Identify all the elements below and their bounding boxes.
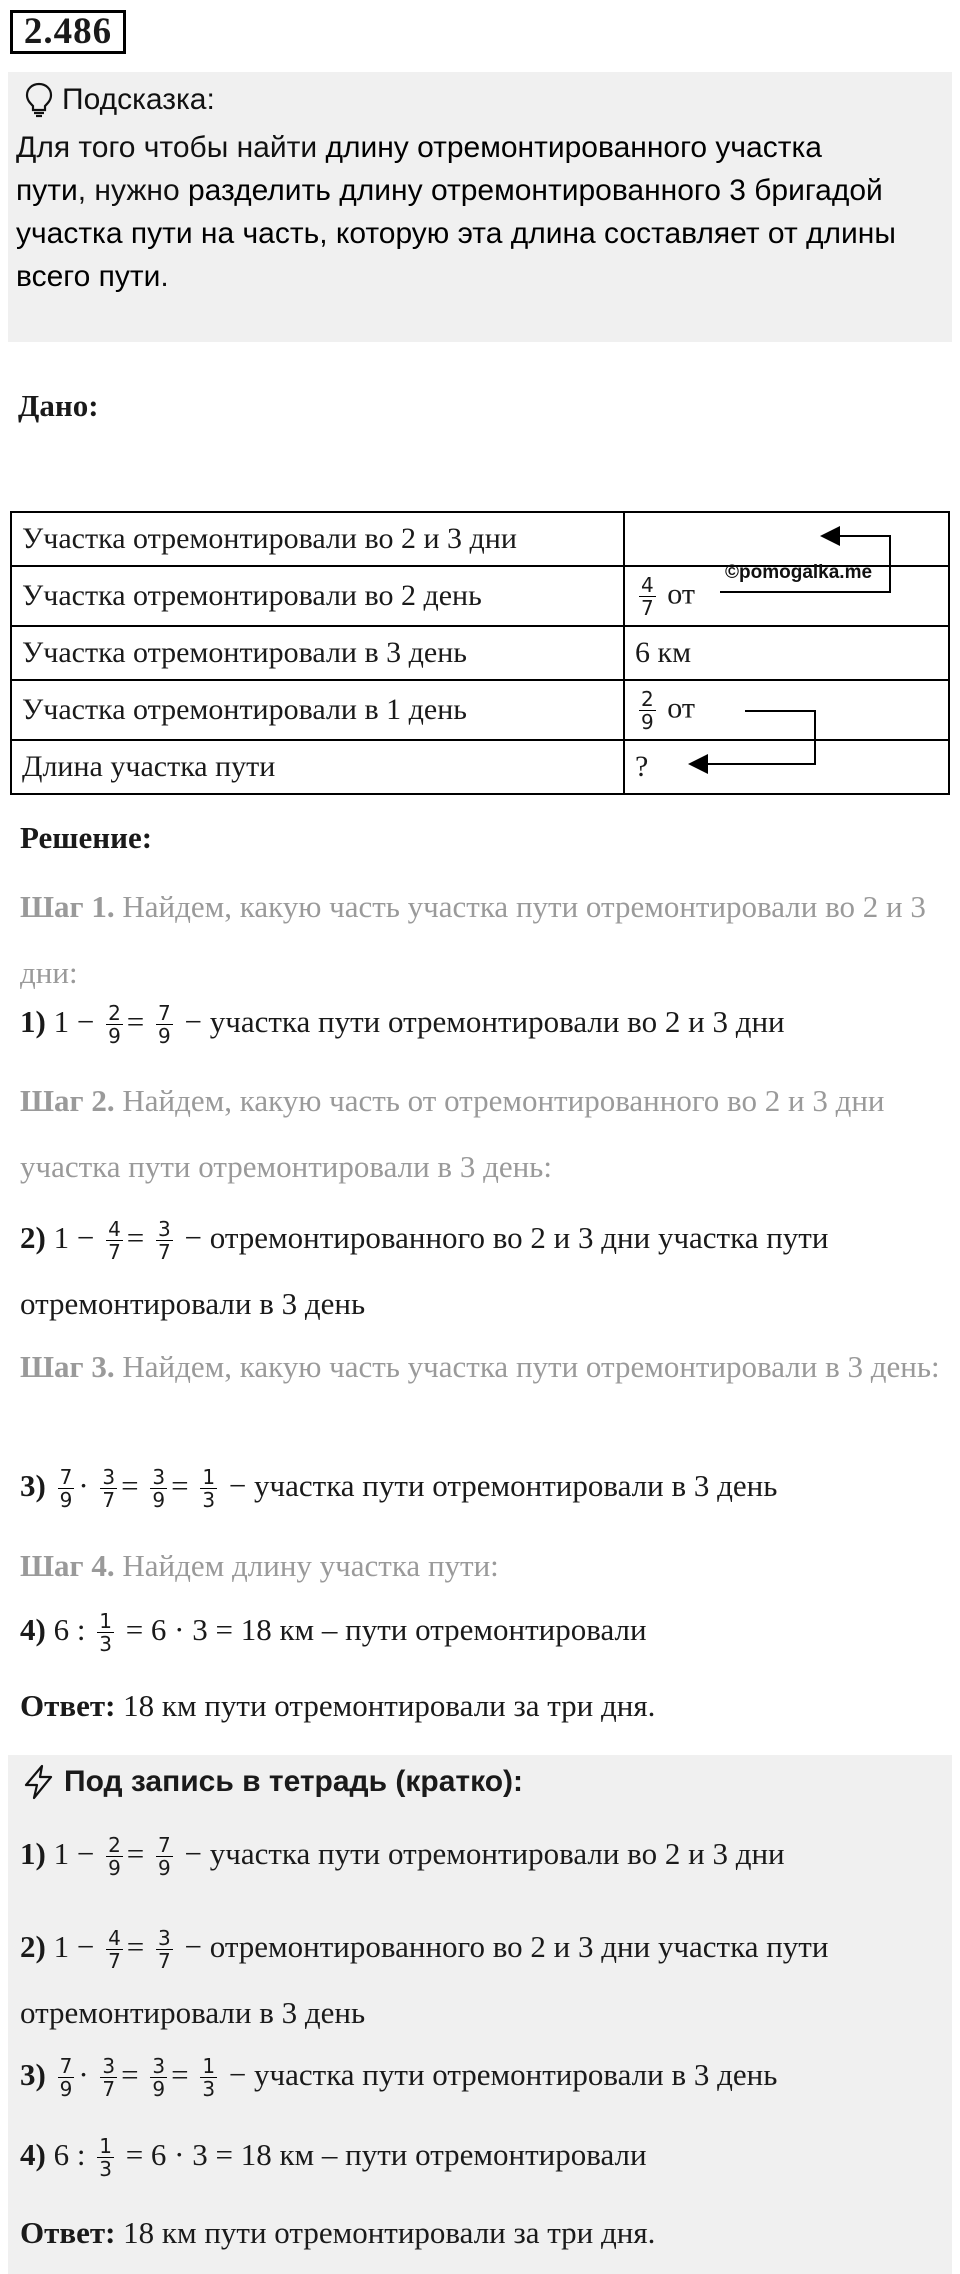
fraction: $\frac{4}{7}$ (641, 572, 654, 620)
answer-label: Ответ: (20, 2215, 116, 2250)
answer-text: 18 км пути отремонтировали за три дня. (115, 2215, 656, 2250)
step-text: Найдем, какую часть участка пути отремонтировали в 3 день: (114, 1349, 940, 1384)
table-cell-label: Участка отремонтировали во 2 и 3 дни (11, 512, 624, 566)
fraction: $\frac{1}{3}$ (99, 2134, 112, 2182)
value-text: от (667, 690, 695, 724)
calc-text: 6 : (53, 1612, 94, 1647)
calc-text: − отремонтированного во 2 и 3 дни участка пути (176, 1929, 829, 1964)
fraction: $\frac{7}{9}$ (59, 1465, 73, 1513)
calc-number: 2) (20, 1929, 46, 1964)
fraction: $\frac{3}{7}$ (158, 1926, 171, 1974)
step-label: Шаг 3. (20, 1349, 115, 1384)
step-label: Шаг 1. (20, 889, 115, 924)
calc-text: = 6 · 3 = 18 км – пути отремонтировали (117, 1612, 647, 1647)
table-cell-label: Участка отремонтировали в 1 день (11, 680, 624, 740)
calc-number: 1) (20, 1004, 46, 1039)
fraction: $\frac{7}{9}$ (158, 1001, 171, 1049)
fraction: $\frac{3}{9}$ (152, 1465, 166, 1513)
step-label: Шаг 2. (20, 1083, 115, 1118)
value-text: от (667, 576, 695, 610)
answer (20, 1686, 950, 1726)
table-row (11, 626, 949, 680)
calc-number: 4) (20, 2137, 46, 2172)
table-row (11, 512, 949, 566)
summary-title: Под запись в тетрадь (кратко): (64, 1765, 524, 1798)
fraction: $\frac{3}{7}$ (102, 1465, 116, 1513)
table-row (11, 680, 949, 740)
table-cell-value (624, 512, 949, 566)
given-label: Дано: (18, 388, 99, 423)
calc-3: 3) $\frac{7}{9}$ · $\frac{3}{7}$ = $\frac{3}{9}$ = $\frac{1}{3}$ − участка пути отремонтировали в 3 день (20, 1465, 778, 1513)
calc-text: − участка пути отремонтировали в 3 день (221, 1468, 778, 1503)
fraction: $\frac{3}{7}$ (102, 2054, 116, 2102)
calc-text: − участка пути отремонтировали во 2 и 3 дни (176, 1004, 785, 1039)
table-cell-label: Длина участка пути (11, 740, 624, 794)
fraction: $\frac{1}{3}$ (99, 1609, 112, 1657)
hint-text-part: Для того чтобы найти (16, 131, 326, 164)
table-cell-label: Участка отремонтировали во 2 день (11, 566, 624, 626)
step-text: Найдем, какую часть участка пути отремонтировали во 2 и 3 дни: (20, 889, 926, 990)
given-table (10, 511, 950, 795)
calc-text: − участка пути отремонтировали во 2 и 3 дни (176, 1836, 785, 1871)
fraction: $\frac{4}{7}$ (108, 1926, 121, 1974)
calc-text: 6 : (53, 2137, 94, 2172)
fraction: $\frac{3}{7}$ (158, 1217, 171, 1265)
hint-text-part: , нужно (77, 174, 188, 207)
calc-text: отремонтировали в 3 день (20, 1995, 366, 2030)
fraction: $\frac{2}{9}$ (108, 1001, 121, 1049)
fraction: $\frac{3}{9}$ (152, 2054, 166, 2102)
calc-text: − участка пути отремонтировали в 3 день (221, 2057, 778, 2092)
summary-calc-4 (20, 2135, 950, 2180)
step-3-title (20, 1334, 950, 1400)
answer-label: Ответ: (20, 1688, 116, 1723)
calc-text: = 6 · 3 = 18 км – пути отремонтировали (117, 2137, 647, 2172)
step-text: Найдем, какую часть от отремонтированного во 2 и 3 дни участка пути отремонтировали в 3 день: (20, 1083, 885, 1184)
answer-text: 18 км пути отремонтировали за три дня. (115, 1688, 656, 1723)
table-row (11, 740, 949, 794)
lightning-icon (22, 1764, 56, 1800)
task-number: 2.486 (10, 10, 126, 54)
calc-text: отремонтировали в 3 день (20, 1286, 366, 1321)
calc-number: 1) (20, 1836, 46, 1871)
calc-number: 2) (20, 1220, 46, 1255)
table-cell-label: Участка отремонтировали в 3 день (11, 626, 624, 680)
summary-calc-3: 3) $\frac{7}{9}$ · $\frac{3}{7}$ = $\frac{3}{9}$ = $\frac{1}{3}$ − участка пути отремонтировали в 3 день (20, 2054, 778, 2102)
calc-2: 2) 1 − $\frac{4}{7}$ = $\frac{3}{7}$ − отремонтированного во 2 и 3 дни участка пути отремонтировали в 3 день (20, 1205, 950, 1337)
calc-1: 1) 1 − $\frac{2}{9}$ = $\frac{7}{9}$ − участка пути отремонтировали во 2 и 3 дни (20, 1001, 785, 1049)
hint-title: Подсказка: (62, 83, 215, 116)
step-1-title (20, 874, 950, 1006)
hint-text (16, 126, 896, 298)
table-cell-value: ? (624, 740, 949, 794)
step-2-title (20, 1068, 950, 1200)
table-cell-value (624, 680, 949, 740)
step-4-title (20, 1546, 950, 1586)
calc-number: 4) (20, 1612, 46, 1647)
summary-answer (20, 2213, 950, 2253)
step-label: Шаг 4. (20, 1548, 115, 1583)
calc-4 (20, 1610, 950, 1655)
hint-text-emphasis: разделить длину отремонтированного 3 бригадой участка пути на часть, которую эта длина составляет от длины всего пути (16, 174, 896, 293)
summary-calc-2: 2) 1 − $\frac{4}{7}$ = $\frac{3}{7}$ − отремонтированного во 2 и 3 дни участка пути отремонтировали в 3 день (20, 1914, 950, 2046)
step-text: Найдем длину участка пути: (114, 1548, 499, 1583)
fraction: $\frac{4}{7}$ (108, 1217, 121, 1265)
fraction: $\frac{2}{9}$ (108, 1833, 121, 1881)
table-cell-value: 6 км (624, 626, 949, 680)
fraction: $\frac{2}{9}$ (641, 686, 654, 734)
calc-number: 3) (20, 1468, 46, 1503)
solution-label: Решение: (20, 820, 153, 855)
hint-text-part: . (160, 260, 169, 293)
calc-number: 3) (20, 2057, 46, 2092)
calc-text: − отремонтированного во 2 и 3 дни участка пути (176, 1220, 829, 1255)
hint-text-emphasis: длину отремонтированного участка пути (16, 131, 822, 207)
fraction: $\frac{7}{9}$ (158, 1833, 171, 1881)
fraction: $\frac{7}{9}$ (59, 2054, 73, 2102)
fraction: $\frac{1}{3}$ (202, 2054, 216, 2102)
lightbulb-icon (24, 82, 54, 118)
watermark: ©pomogalka.me (725, 562, 873, 583)
fraction: $\frac{1}{3}$ (202, 1465, 216, 1513)
summary-calc-1: 1) 1 − $\frac{2}{9}$ = $\frac{7}{9}$ − участка пути отремонтировали во 2 и 3 дни (20, 1833, 785, 1881)
